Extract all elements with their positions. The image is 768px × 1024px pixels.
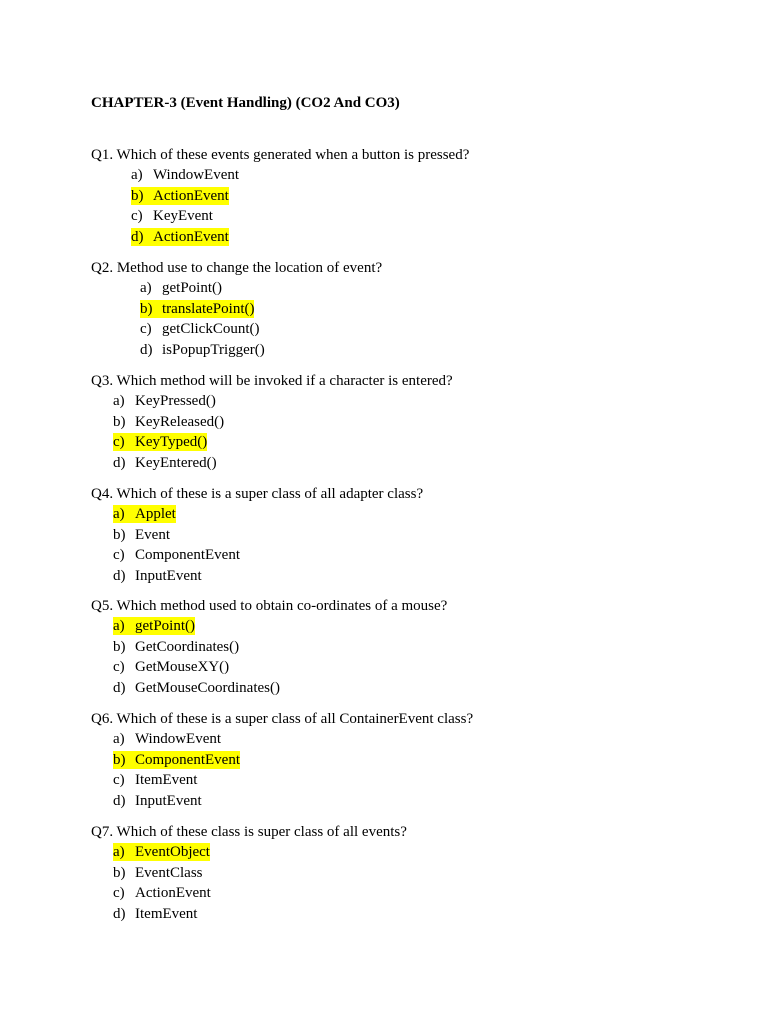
option-c (131, 206, 691, 227)
option-text: ActionEvent (153, 228, 229, 245)
option-letter: d) (131, 228, 144, 245)
option-c (113, 432, 691, 453)
option-text: Applet (135, 506, 176, 522)
option-letter: c) (113, 885, 125, 901)
option-text: ComponentEvent (135, 751, 240, 768)
option-text: getClickCount() (162, 321, 260, 337)
option-a (113, 729, 691, 750)
option-a (113, 504, 691, 525)
option-letter: a) (113, 506, 125, 522)
question-4 (91, 485, 691, 586)
question-3 (91, 372, 691, 473)
option-letter: d) (113, 679, 126, 696)
question-6 (91, 710, 691, 811)
option-a (113, 391, 691, 412)
question-7 (91, 823, 691, 924)
option-b (113, 750, 691, 771)
option-letter: c) (131, 208, 143, 224)
question-2 (91, 259, 691, 360)
option-d (113, 791, 691, 812)
option-c (140, 319, 691, 340)
question-text: Q2. Method use to change the location of event? (91, 260, 383, 276)
option-d (113, 678, 691, 699)
option-letter: a) (113, 731, 125, 747)
option-letter: b) (140, 300, 153, 317)
option-text: GetCoordinates() (135, 638, 240, 655)
options-list (113, 616, 691, 698)
option-letter: b) (113, 526, 126, 543)
question-1 (91, 146, 691, 247)
option-text: ActionEvent (135, 885, 211, 901)
option-b (140, 299, 691, 320)
option-text: InputEvent (135, 567, 202, 584)
option-letter: d) (113, 905, 126, 922)
question-text: Q3. Which method will be invoked if a character is entered? (91, 373, 453, 389)
question-text: Q7. Which of these class is super class of all events? (91, 824, 407, 840)
option-d (140, 340, 691, 361)
option-letter: b) (113, 751, 126, 768)
option-b (131, 186, 691, 207)
option-text: KeyTyped() (135, 434, 208, 450)
options-list (113, 729, 691, 811)
option-letter: a) (113, 844, 125, 860)
option-text: isPopupTrigger() (162, 341, 265, 358)
option-c (113, 770, 691, 791)
options-list (131, 165, 691, 247)
option-c (113, 657, 691, 678)
question-text: Q1. Which of these events generated when a button is pressed? (91, 147, 470, 163)
option-letter: b) (113, 638, 126, 655)
options-list (113, 391, 691, 473)
option-text: GetMouseCoordinates() (135, 679, 280, 696)
question-text: Q5. Which method used to obtain co-ordinates of a mouse? (91, 598, 448, 614)
option-letter: c) (140, 321, 152, 337)
option-text: WindowEvent (153, 167, 240, 183)
option-d (113, 566, 691, 587)
option-b (113, 525, 691, 546)
option-letter: d) (113, 792, 126, 809)
option-text: WindowEvent (135, 731, 222, 747)
options-list (113, 842, 691, 924)
option-text: getPoint() (135, 618, 195, 634)
option-a (140, 278, 691, 299)
option-a (113, 616, 691, 637)
option-text: EventObject (135, 844, 210, 860)
option-text: ComponentEvent (135, 547, 240, 563)
question-text: Q4. Which of these is a super class of all adapter class? (91, 486, 424, 502)
option-b (113, 863, 691, 884)
options-list (113, 504, 691, 586)
option-letter: c) (113, 772, 125, 788)
option-a (113, 842, 691, 863)
option-letter: c) (113, 547, 125, 563)
option-letter: b) (131, 187, 144, 204)
option-letter: c) (113, 659, 125, 675)
question-text: Q6. Which of these is a super class of all ContainerEvent class? (91, 711, 474, 727)
question-5 (91, 597, 691, 698)
option-text: InputEvent (135, 792, 202, 809)
chapter-title: CHAPTER-3 (Event Handling) (CO2 And CO3) (91, 95, 400, 111)
option-text: translatePoint() (162, 300, 255, 317)
option-text: ActionEvent (153, 187, 229, 204)
option-text: EventClass (135, 864, 203, 881)
option-text: getPoint() (162, 280, 222, 296)
option-b (113, 412, 691, 433)
option-text: KeyEvent (153, 208, 213, 224)
option-d (113, 904, 691, 925)
option-text: GetMouseXY() (135, 659, 230, 675)
option-c (113, 883, 691, 904)
option-letter: a) (113, 393, 125, 409)
option-letter: d) (140, 341, 153, 358)
option-letter: a) (131, 167, 143, 183)
option-letter: a) (140, 280, 152, 296)
option-text: ItemEvent (135, 905, 198, 922)
option-letter: d) (113, 454, 126, 471)
option-d (131, 227, 691, 248)
option-text: KeyEntered() (135, 454, 217, 471)
option-a (131, 165, 691, 186)
option-b (113, 637, 691, 658)
option-text: KeyReleased() (135, 413, 225, 430)
option-text: KeyPressed() (135, 393, 216, 409)
option-letter: b) (113, 864, 126, 881)
option-text: Event (135, 526, 170, 543)
options-list (140, 278, 691, 360)
option-letter: c) (113, 434, 125, 450)
option-letter: d) (113, 567, 126, 584)
option-letter: b) (113, 413, 126, 430)
option-c (113, 545, 691, 566)
option-text: ItemEvent (135, 772, 198, 788)
option-d (113, 453, 691, 474)
option-letter: a) (113, 618, 125, 634)
